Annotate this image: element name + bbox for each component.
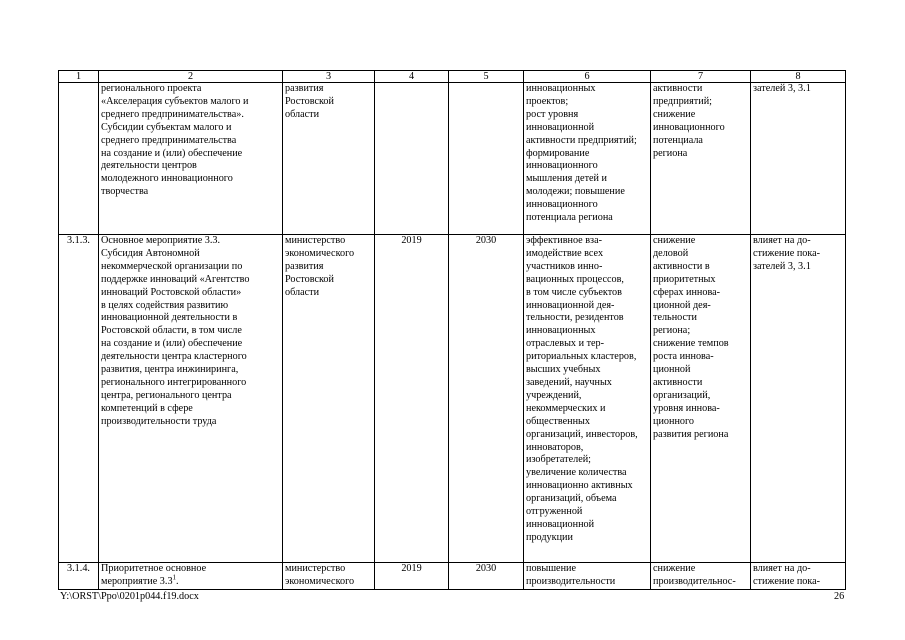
- row-number: 3.1.3.: [59, 235, 99, 563]
- start-year-cell: 2019: [375, 563, 449, 590]
- expected-result-cell: повышение производительности: [524, 563, 651, 590]
- consequence-cell: снижение деловой активности в приоритетных сферах иннова- ционной дея- тельности региона; снижение темпов роста иннова- ционной активности организаций, уровня иннова- ционного развития региона: [651, 235, 751, 563]
- consequence-cell: снижение производительнос-: [651, 563, 751, 590]
- executor-cell: министерство экономического развития Ростовской области: [283, 235, 375, 563]
- column-header: 6: [524, 71, 651, 83]
- column-header: 5: [449, 71, 524, 83]
- measure-cell: Основное мероприятие 3.3. Субсидия Автономной некоммерческой организации по поддержке инноваций «Агентство инноваций Ростовской области» в целях содействия развитию инновационной деятельности в Ростовской области, в том числе на создание и (или) обеспечение деятельности центра кластерного развития, центра инжиниринга, регионального интегрированного центра, регионального центра компетенций в сфере производительности труда: [99, 235, 283, 563]
- end-year-cell: [449, 83, 524, 235]
- table-header-row: [59, 71, 846, 83]
- table-row: [59, 563, 846, 590]
- indicator-link-cell: влияет на до- стижение пока-: [751, 563, 846, 590]
- table-row: [59, 235, 846, 563]
- measure-cell: регионального проекта «Акселерация субъектов малого и среднего предпринимательства». Субсидии субъектам малого и среднего предпринимательства на создание и (или) обеспечение деятельности центров молодежного инновационного творчества: [99, 83, 283, 235]
- table-row: [59, 83, 846, 235]
- executor-cell: развития Ростовской области: [283, 83, 375, 235]
- column-header: 7: [651, 71, 751, 83]
- page-number: 26: [834, 591, 845, 602]
- row-number: [59, 83, 99, 235]
- file-path-footer: Y:\ORST\Ppo\0201p044.f19.docx: [60, 591, 199, 602]
- column-header: 4: [375, 71, 449, 83]
- measure-cell: [99, 563, 283, 590]
- program-measures-table: [58, 70, 846, 590]
- column-header: 2: [99, 71, 283, 83]
- indicator-link-cell: влияет на до- стижение пока- зателей 3, 3.1: [751, 235, 846, 563]
- executor-cell: министерство экономического: [283, 563, 375, 590]
- end-year-cell: 2030: [449, 235, 524, 563]
- measure-text-end: .: [176, 575, 179, 587]
- start-year-cell: [375, 83, 449, 235]
- column-header: 3: [283, 71, 375, 83]
- expected-result-cell: эффективное вза- имодействие всех участников инно- вационных процессов, в том числе субъектов инновационной дея- тельности, резидентов инновационных отраслевых и тер- риториальных кластеров, высших учебных заведений, научных учреждений, некоммерческих и общественных организаций, инвесторов, инноваторов, изобретателей; увеличение количества инновационно активных организаций, объема отгруженной инновационной продукции: [524, 235, 651, 563]
- start-year-cell: 2019: [375, 235, 449, 563]
- measure-text: Приоритетное основное мероприятие 3.3: [101, 563, 207, 587]
- end-year-cell: 2030: [449, 563, 524, 590]
- expected-result-cell: инновационных проектов; рост уровня инновационной активности предприятий; формирование инновационного мышления детей и молодежи; повышение инновационного потенциала региона: [524, 83, 651, 235]
- row-number: 3.1.4.: [59, 563, 99, 590]
- indicator-link-cell: зателей 3, 3.1: [751, 83, 846, 235]
- footnote-marker: 1: [172, 573, 177, 582]
- column-header: 8: [751, 71, 846, 83]
- column-header: 1: [59, 71, 99, 83]
- consequence-cell: активности предприятий; снижение инновационного потенциала региона: [651, 83, 751, 235]
